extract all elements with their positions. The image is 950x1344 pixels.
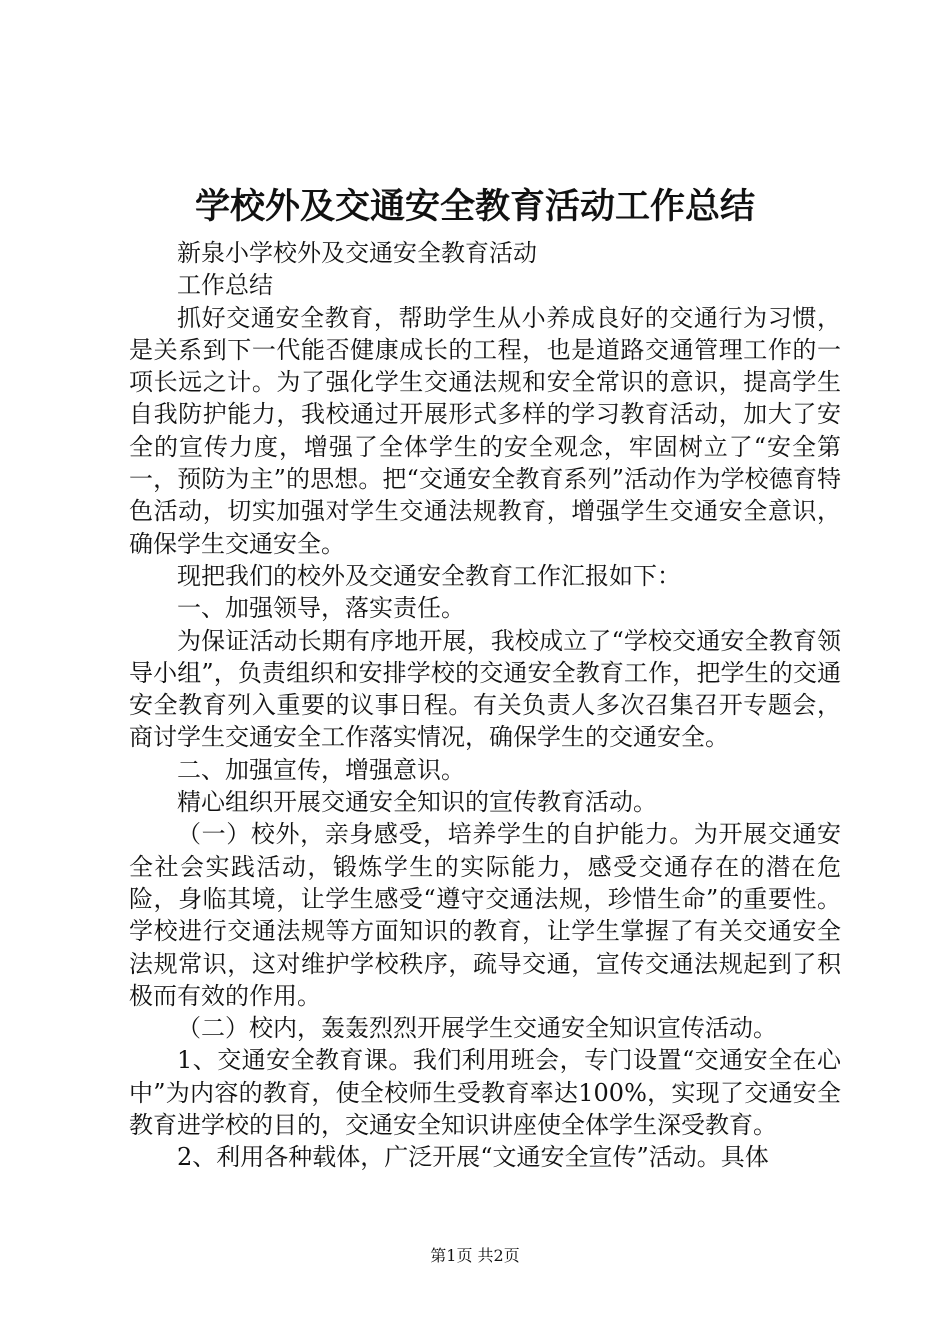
paragraph-organize: 精心组织开展交通安全知识的宣传教育活动。 xyxy=(177,788,657,817)
paragraph-item-1: 1、交通安全教育课。我们利用班会，专门设置“交通安全在心中”为内容的教育，使全校师生受教育率达100%，实现了交通安全教育进学校的目的，交通安全知识讲座使全体学生深受教育。 xyxy=(129,1046,841,1140)
section-heading-2: 二、加强宣传，增强意识。 xyxy=(177,755,465,784)
paragraph-leadership: 为保证活动长期有序地开展，我校成立了“学校交通安全教育领导小组”，负责组织和安排学校的交通安全教育工作，把学生的交通安全教育列入重要的议事日程。有关负责人多次召集召开专题会，商讨学生交通安全工作落实情况，确保学生的交通安全。 xyxy=(129,626,841,752)
paragraph-intro: 抓好交通安全教育，帮助学生从小养成良好的交通行为习惯，是关系到下一代能否健康成长的工程，也是道路交通管理工作的一项长远之计。为了强化学生交通法规和安全常识的意识，提高学生自我防护能力，我校通过开展形式多样的学习教育活动，加大了安全的宣传力度，增强了全体学生的安全观念，牢固树立了“安全第一，预防为主”的思想。把“交通安全教育系列”活动作为学校德育特色活动，切实加强对学生交通法规教育，增强学生交通安全意识，确保学生交通安全。 xyxy=(129,303,841,558)
document-body xyxy=(129,237,841,1174)
paragraph-report-lead: 现把我们的校外及交通安全教育工作汇报如下： xyxy=(177,561,681,590)
document-title: 学校外及交通安全教育活动工作总结 xyxy=(194,186,755,227)
paragraph-subtitle: 工作总结 xyxy=(177,271,273,300)
paragraph-school-name: 新泉小学校外及交通安全教育活动 xyxy=(177,239,537,267)
paragraph-item-2: 2、利用各种载体，广泛开展“文通安全宣传”活动。具体 xyxy=(177,1143,769,1172)
section-heading-1: 一、加强领导，落实责任。 xyxy=(177,594,465,623)
page-footer: 第1页 共2页 xyxy=(430,1246,520,1265)
paragraph-oncampus: （二）校内，轰轰烈烈开展学生交通安全知识宣传活动。 xyxy=(177,1014,777,1043)
paragraph-offcampus: （一）校外，亲身感受，培养学生的自护能力。为开展交通安全社会实践活动，锻炼学生的实际能力，感受交通存在的潜在危险，身临其境，让学生感受“遵守交通法规，珍惜生命”的重要性。学校进行交通法规等方面知识的教育，让学生掌握了有关交通安全法规常识，这对维护学校秩序，疏导交通，宣传交通法规起到了积极而有效的作用。 xyxy=(129,820,841,1010)
